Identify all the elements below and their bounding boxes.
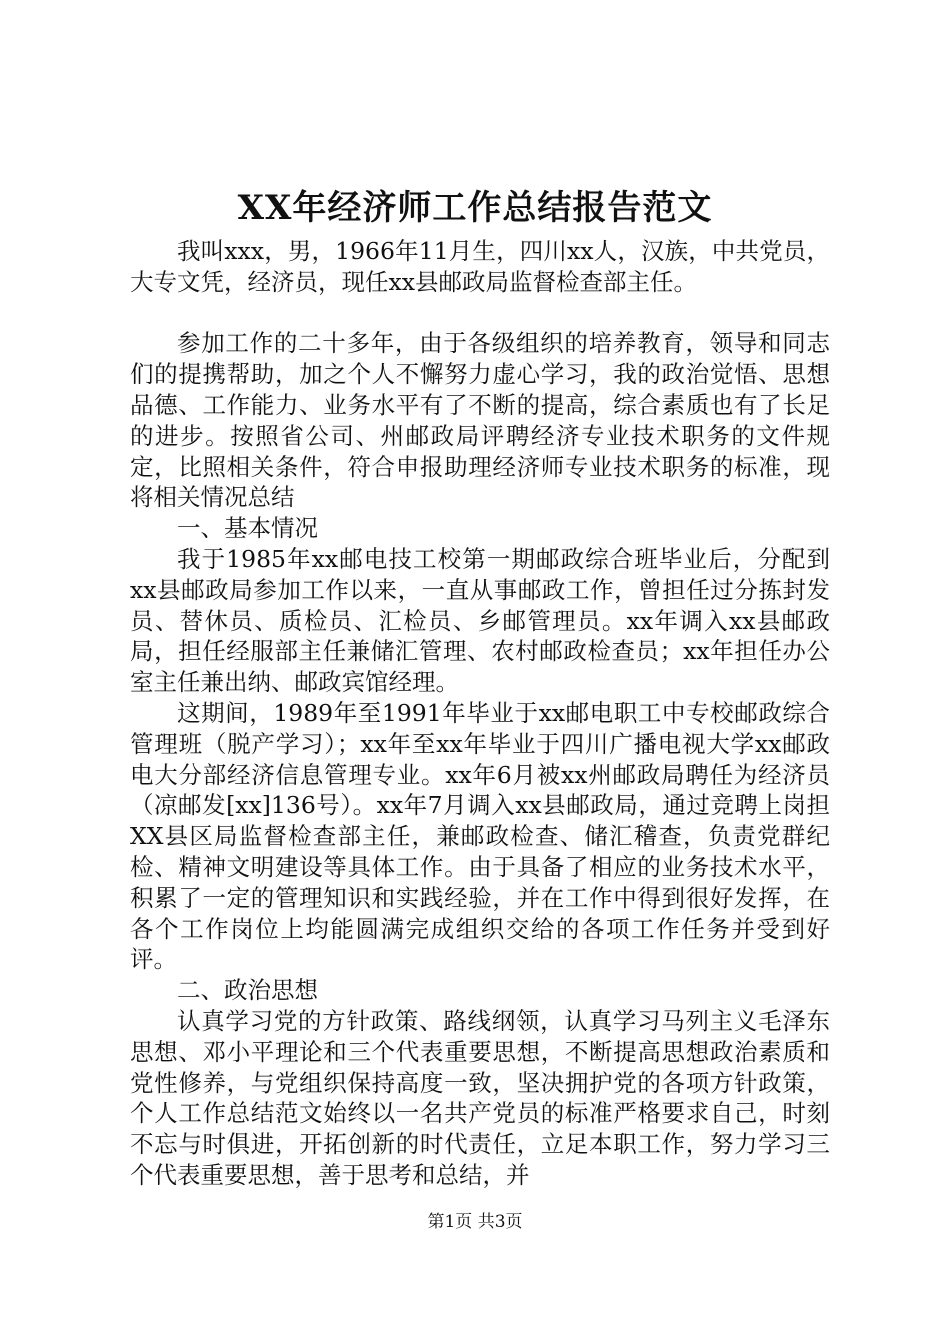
paragraph-political: 认真学习党的方针政策、路线纲领，认真学习马列主义毛泽东思想、邓小平理论和三个代表重要思想，不断提高思想政治素质和党性修养，与党组织保持高度一致，坚决拥护党的各项方针政策，个人工作总结范文始终以一名共产党员的标准严格要求自己，时刻不忘与时俱进，开拓创新的时代责任，立足本职工作，努力学习三个代表重要思想，善于思考和总结，并 xyxy=(130,1006,830,1189)
section-heading-basic: 一、基本情况 xyxy=(177,514,318,543)
page-footer: 第1页 共3页 xyxy=(427,1212,523,1232)
paragraph-basic-1: 我于1985年xx邮电技工校第一期邮政综合班毕业后，分配到xx县邮政局参加工作以来，一直从事邮政工作，曾担任过分拣封发员、替休员、质检员、汇检员、乡邮管理员。xx年调入xx县邮政局，担任经服部主任兼储汇管理、农村邮政检查员；xx年担任办公室主任兼出纳、邮政宾馆经理。 xyxy=(130,544,830,697)
paragraph-basic-2: 这期间，1989年至1991年毕业于xx邮电职工中专校邮政综合管理班（脱产学习）；xx年至xx年毕业于四川广播电视大学xx邮政电大分部经济信息管理专业。xx年6月被xx州邮政局聘任为经济员（凉邮发[xx]136号）。xx年7月调入xx县邮政局，通过竞聘上岗担XX县区局监督检查部主任，兼邮政检查、储汇稽查，负责党群纪检、精神文明建设等具体工作。由于具备了相应的业务技术水平，积累了一定的管理知识和实践经验，并在工作中得到很好发挥，在各个工作岗位上均能圆满完成组织交给的各项工作任务并受到好评。 xyxy=(130,698,830,974)
section-heading-political: 二、政治思想 xyxy=(177,976,318,1005)
paragraph-intro: 我叫xxx，男，1966年11月生，四川xx人，汉族，中共党员，大专文凭，经济员，现任xx县邮政局监督检查部主任。 xyxy=(130,237,830,296)
document-body xyxy=(130,236,830,1191)
paragraph-gap xyxy=(130,298,830,329)
paragraph-overview: 参加工作的二十多年，由于各级组织的培养教育，领导和同志们的提携帮助，加之个人不懈努力虚心学习，我的政治觉悟、思想品德、工作能力、业务水平有了不断的提高，综合素质也有了长足的进步。按照省公司、州邮政局评聘经济专业技术职务的文件规定，比照相关条件，符合申报助理经济师专业技术职务的标准，现将相关情况总结 xyxy=(130,329,830,512)
document-title: XX年经济师工作总结报告范文 xyxy=(237,188,713,228)
